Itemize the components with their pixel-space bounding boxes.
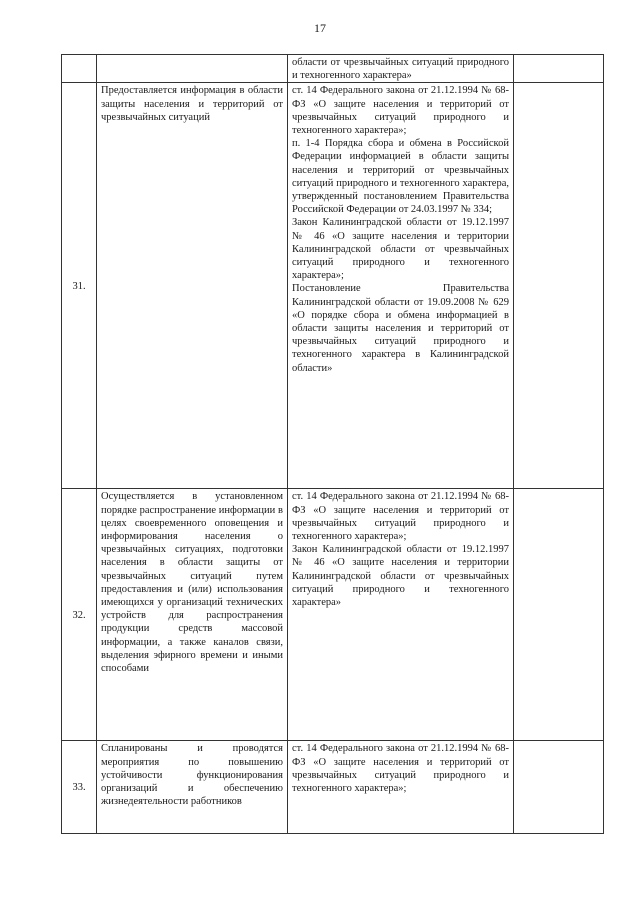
notes-cell [514, 741, 604, 834]
row-number: 31. [62, 83, 97, 489]
legal-basis-item: ст. 14 Федерального закона от 21.12.1994 № 68-ФЗ «О защите населения и территорий от чрезвычайных ситуаций природного и техногенного характера»; [292, 85, 509, 137]
table-row [62, 489, 604, 741]
legal-basis-item: Закон Калининградской области от 19.12.1997 № 46 «О защите населения и территории Калининградской области от чрезвычайных ситуаций природного и техногенного характера»; [292, 217, 509, 282]
row-number: 32. [62, 489, 97, 741]
legal-basis-item: Постановление Правительства Калининградской области от 19.09.2008 № 629 «О порядке сбора и обмена информацией в области защиты населения и территорий от чрезвычайных ситуаций природного и техногенного характера в Калининградской области» [292, 283, 509, 374]
notes-cell [514, 83, 604, 489]
requirement-text [97, 55, 288, 83]
legal-basis [288, 55, 514, 83]
notes-cell [514, 55, 604, 83]
requirement-text: Предоставляется информация в области защиты населения и территорий от чрезвычайных ситуаций [97, 83, 288, 489]
requirement-text: Осуществляется в установленном порядке распространение информации в целях своевременного оповещения и информирования населения о чрезвычайных ситуациях, подготовки населения в области защиты от чрезвычайных ситуаций путем предоставления и (или) использования имеющихся у организаций технических устройств для распространения продукции средств массовой информации, а также каналов связи, выделения эфирного времени и иными способами [97, 489, 288, 741]
legal-basis-item: п. 1-4 Порядка сбора и обмена в Российской Федерации информацией в области защиты населения и территорий от чрезвычайных ситуаций природного и техногенного характера, утвержденный постановлением Правительства Российской Федерации от 24.03.1997 № 334; [292, 138, 509, 216]
row-number [62, 55, 97, 83]
row-number: 33. [62, 741, 97, 834]
requirements-table [61, 54, 604, 834]
notes-cell [514, 489, 604, 741]
legal-basis [288, 489, 514, 741]
table-row [62, 83, 604, 489]
legal-basis-item: Закон Калининградской области от 19.12.1997 № 46 «О защите населения и территории Калининградской области от чрезвычайных ситуаций природного и техногенного характера» [292, 544, 509, 609]
legal-basis [288, 741, 514, 834]
requirement-text: Спланированы и проводятся мероприятия по повышению устойчивости функционирования организаций и обеспечению жизнедеятельности работников [97, 741, 288, 834]
legal-basis-item: области от чрезвычайных ситуаций природного и техногенного характера» [292, 57, 509, 82]
table-row [62, 741, 604, 834]
legal-basis-item: ст. 14 Федерального закона от 21.12.1994 № 68-ФЗ «О защите населения и территорий от чрезвычайных ситуаций природного и техногенного характера»; [292, 491, 509, 543]
legal-basis-item: ст. 14 Федерального закона от 21.12.1994 № 68-ФЗ «О защите населения и территорий от чрезвычайных ситуаций природного и техногенного характера»; [292, 743, 509, 795]
table-row [62, 55, 604, 83]
legal-basis [288, 83, 514, 489]
page-number: 17 [314, 21, 326, 35]
